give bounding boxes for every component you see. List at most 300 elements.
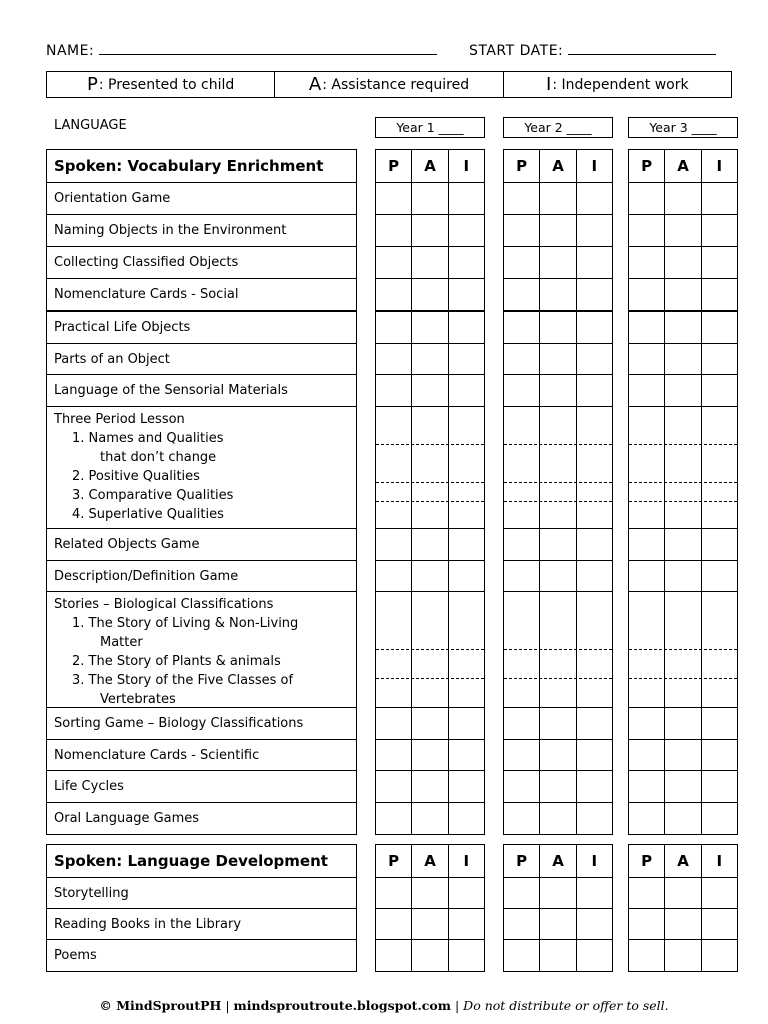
checkbox-cell[interactable] [577, 483, 612, 501]
checkbox-cell[interactable] [376, 407, 412, 444]
checkbox-cell[interactable] [540, 375, 576, 406]
checkbox-cell[interactable] [376, 183, 412, 214]
checkbox-cell[interactable] [504, 445, 540, 482]
checkbox-row [376, 909, 484, 940]
checkbox-cell[interactable] [629, 803, 665, 834]
name-label: NAME: [46, 43, 95, 59]
legend-i-text: : Independent work [552, 76, 689, 93]
dev-grid-year-2 [503, 844, 613, 972]
list-item [47, 878, 356, 909]
checkbox-cell[interactable] [540, 740, 576, 770]
checkbox-cell[interactable] [376, 312, 412, 343]
checkbox-cell[interactable] [412, 529, 448, 560]
checkbox-cell[interactable] [504, 650, 540, 678]
checkbox-cell[interactable] [702, 909, 737, 939]
checkbox-cell[interactable] [577, 803, 612, 834]
checkbox-cell[interactable] [449, 183, 484, 214]
pai-header-row [376, 150, 484, 183]
checkbox-cell[interactable] [449, 407, 484, 444]
checkbox-cell[interactable] [504, 183, 540, 214]
checkbox-cell[interactable] [629, 183, 665, 214]
checkbox-cell[interactable] [702, 529, 737, 560]
checkbox-cell[interactable] [577, 183, 612, 214]
checkbox-cell[interactable] [376, 803, 412, 834]
checkbox-cell[interactable] [665, 215, 701, 246]
footer-site: mindsproutroute.blogspot.com [233, 998, 451, 1013]
checkbox-cell[interactable] [540, 708, 576, 739]
checkbox-cell[interactable] [540, 445, 576, 482]
checkbox-cell[interactable] [577, 878, 612, 908]
checkbox-cell[interactable] [702, 650, 737, 678]
checkbox-cell[interactable] [449, 502, 484, 528]
checkbox-cell[interactable] [540, 592, 576, 649]
checkbox-cell[interactable] [449, 215, 484, 246]
checkbox-cell[interactable] [449, 679, 484, 707]
checkbox-cell[interactable] [702, 502, 737, 528]
checkbox-row [504, 502, 612, 529]
checkbox-cell[interactable] [504, 344, 540, 374]
checkbox-cell[interactable] [665, 592, 701, 649]
checkbox-cell[interactable] [702, 279, 737, 310]
checkbox-cell[interactable] [665, 740, 701, 770]
name-line[interactable] [99, 40, 437, 55]
checkbox-row [504, 940, 612, 971]
checkbox-row [376, 878, 484, 909]
checkbox-row [504, 312, 612, 344]
start-date-label: START DATE: [469, 43, 564, 59]
checkbox-row [504, 445, 612, 483]
checkbox-cell[interactable] [412, 650, 448, 678]
checkbox-cell[interactable] [412, 215, 448, 246]
checkbox-cell[interactable] [449, 708, 484, 739]
checkbox-row [376, 215, 484, 247]
checkbox-cell[interactable] [702, 771, 737, 802]
checkbox-cell[interactable] [504, 375, 540, 406]
checkbox-cell[interactable] [577, 312, 612, 343]
pai-header-i: I [591, 157, 598, 175]
checkbox-cell[interactable] [376, 909, 412, 939]
list-item [47, 183, 356, 215]
legend-p-text: : Presented to child [98, 76, 235, 93]
checkbox-cell[interactable] [665, 183, 701, 214]
checkbox-cell[interactable] [629, 771, 665, 802]
checkbox-cell[interactable] [702, 407, 737, 444]
checkbox-cell[interactable] [412, 502, 448, 528]
pai-header-i: I [591, 852, 598, 870]
checkbox-cell[interactable] [629, 279, 665, 310]
checkbox-cell[interactable] [629, 375, 665, 406]
checkbox-cell[interactable] [629, 247, 665, 278]
item-label: Practical Life Objects [54, 320, 191, 335]
checkbox-cell[interactable] [629, 312, 665, 343]
checkbox-cell[interactable] [629, 650, 665, 678]
checkbox-cell[interactable] [665, 375, 701, 406]
checkbox-cell[interactable] [665, 502, 701, 528]
checkbox-cell[interactable] [412, 483, 448, 501]
checkbox-cell[interactable] [412, 312, 448, 343]
checkbox-cell[interactable] [540, 909, 576, 939]
checkbox-cell[interactable] [702, 679, 737, 707]
checkbox-cell[interactable] [665, 909, 701, 939]
checkbox-row [629, 445, 737, 483]
checkbox-cell[interactable] [449, 344, 484, 374]
checkbox-cell[interactable] [577, 771, 612, 802]
checkbox-cell[interactable] [504, 740, 540, 770]
checkbox-cell[interactable] [577, 247, 612, 278]
footer-notice: Do not distribute or offer to sell. [463, 998, 669, 1013]
checkbox-cell[interactable] [376, 878, 412, 908]
year-1-box[interactable]: Year 1 ____ [375, 117, 485, 138]
checkbox-cell[interactable] [504, 502, 540, 528]
checkbox-cell[interactable] [665, 561, 701, 591]
checkbox-row [376, 344, 484, 375]
checkbox-cell[interactable] [504, 803, 540, 834]
checkbox-cell[interactable] [665, 279, 701, 310]
checkbox-cell[interactable] [376, 344, 412, 374]
start-date-field [469, 40, 716, 59]
year-2-box[interactable]: Year 2 ____ [503, 117, 613, 138]
pai-header-row [504, 150, 612, 183]
checkbox-cell[interactable] [540, 650, 576, 678]
sub-item: that don’t change [100, 450, 217, 465]
checkbox-cell[interactable] [504, 940, 540, 971]
checkbox-row [504, 803, 612, 834]
checkbox-row [504, 909, 612, 940]
pai-header-i: I [463, 852, 470, 870]
checkbox-row [504, 407, 612, 445]
checkbox-row [504, 375, 612, 407]
checkbox-cell[interactable] [702, 215, 737, 246]
checkbox-cell[interactable] [449, 878, 484, 908]
checkbox-cell[interactable] [504, 483, 540, 501]
checkbox-cell[interactable] [540, 183, 576, 214]
checkbox-cell[interactable] [665, 708, 701, 739]
checkbox-cell[interactable] [412, 247, 448, 278]
checkbox-cell[interactable] [629, 483, 665, 501]
checkbox-cell[interactable] [665, 529, 701, 560]
list-item [47, 592, 356, 708]
checkbox-cell[interactable] [449, 529, 484, 560]
checkbox-cell[interactable] [629, 344, 665, 374]
item-label: Naming Objects in the Environment [54, 223, 287, 238]
pai-header-a: A [540, 845, 576, 877]
checkbox-cell[interactable] [702, 878, 737, 908]
checkbox-cell[interactable] [376, 483, 412, 501]
checkbox-cell[interactable] [629, 529, 665, 560]
checkbox-cell[interactable] [376, 279, 412, 310]
checkbox-cell[interactable] [504, 529, 540, 560]
checkbox-cell[interactable] [665, 483, 701, 501]
checkbox-cell[interactable] [412, 375, 448, 406]
pai-header-row [376, 845, 484, 878]
checkbox-cell[interactable] [540, 407, 576, 444]
checkbox-row [376, 708, 484, 740]
checkbox-cell[interactable] [376, 679, 412, 707]
checkbox-cell[interactable] [504, 561, 540, 591]
checkbox-cell[interactable] [412, 279, 448, 310]
checkbox-cell[interactable] [412, 909, 448, 939]
checkbox-cell[interactable] [376, 708, 412, 739]
checkbox-cell[interactable] [376, 375, 412, 406]
checkbox-cell[interactable] [449, 445, 484, 482]
checkbox-cell[interactable] [577, 708, 612, 739]
checkbox-cell[interactable] [702, 592, 737, 649]
legend-box [46, 71, 732, 98]
checkbox-row [376, 502, 484, 529]
checkbox-row [376, 279, 484, 312]
checkbox-cell[interactable] [376, 445, 412, 482]
checkbox-row [376, 483, 484, 502]
checkbox-cell[interactable] [665, 247, 701, 278]
checkbox-cell[interactable] [449, 803, 484, 834]
checkbox-cell[interactable] [702, 483, 737, 501]
checkbox-cell[interactable] [577, 561, 612, 591]
checkbox-row [629, 708, 737, 740]
checkbox-row [629, 407, 737, 445]
checkbox-cell[interactable] [540, 771, 576, 802]
checkbox-cell[interactable] [577, 940, 612, 971]
checkbox-cell[interactable] [665, 803, 701, 834]
checkbox-cell[interactable] [540, 529, 576, 560]
checkbox-row [629, 529, 737, 561]
checkbox-cell[interactable] [376, 650, 412, 678]
checkbox-cell[interactable] [702, 312, 737, 343]
checkbox-cell[interactable] [449, 279, 484, 310]
checkbox-cell[interactable] [540, 344, 576, 374]
checkbox-cell[interactable] [376, 771, 412, 802]
checkbox-cell[interactable] [412, 183, 448, 214]
checkbox-cell[interactable] [540, 502, 576, 528]
checkbox-cell[interactable] [540, 679, 576, 707]
dev-title: Spoken: Language Development [54, 852, 328, 870]
checkbox-cell[interactable] [702, 247, 737, 278]
checkbox-cell[interactable] [412, 344, 448, 374]
checkbox-cell[interactable] [665, 445, 701, 482]
checkbox-cell[interactable] [577, 740, 612, 770]
checkbox-cell[interactable] [504, 708, 540, 739]
checkbox-cell[interactable] [665, 312, 701, 343]
checkbox-cell[interactable] [412, 803, 448, 834]
checkbox-cell[interactable] [665, 650, 701, 678]
checkbox-cell[interactable] [504, 909, 540, 939]
checkbox-row [376, 561, 484, 592]
checkbox-cell[interactable] [577, 279, 612, 310]
checkbox-cell[interactable] [665, 771, 701, 802]
checkbox-row [504, 183, 612, 215]
checkbox-cell[interactable] [412, 740, 448, 770]
checkbox-cell[interactable] [504, 312, 540, 343]
checkbox-cell[interactable] [376, 215, 412, 246]
checkbox-cell[interactable] [449, 247, 484, 278]
legend-i [504, 72, 731, 97]
pai-header-i: I [716, 157, 723, 175]
checkbox-cell[interactable] [577, 445, 612, 482]
checkbox-cell[interactable] [376, 592, 412, 649]
vocab-grid-year-3 [628, 149, 738, 835]
checkbox-cell[interactable] [540, 215, 576, 246]
pai-header-a: A [540, 150, 576, 182]
item-label: Language of the Sensorial Materials [54, 383, 288, 398]
checkbox-row [376, 445, 484, 483]
checkbox-row [504, 529, 612, 561]
checkbox-cell[interactable] [504, 878, 540, 908]
checkbox-cell[interactable] [449, 940, 484, 971]
checkbox-cell[interactable] [449, 312, 484, 343]
checkbox-cell[interactable] [412, 445, 448, 482]
checkbox-cell[interactable] [577, 679, 612, 707]
checkbox-cell[interactable] [504, 215, 540, 246]
checkbox-cell[interactable] [504, 279, 540, 310]
legend-a-letter: A [308, 74, 322, 95]
checkbox-cell[interactable] [412, 561, 448, 591]
item-label: Parts of an Object [54, 351, 170, 367]
checkbox-cell[interactable] [702, 940, 737, 971]
checkbox-row [376, 740, 484, 771]
checkbox-cell[interactable] [577, 344, 612, 374]
checkbox-cell[interactable] [577, 529, 612, 560]
checkbox-cell[interactable] [629, 407, 665, 444]
checkbox-cell[interactable] [540, 279, 576, 310]
checkbox-cell[interactable] [449, 740, 484, 770]
pai-header-a: A [412, 845, 448, 877]
sub-item: 1. The Story of Living & Non-Living [72, 616, 299, 631]
checkbox-cell[interactable] [577, 909, 612, 939]
checkbox-cell[interactable] [504, 407, 540, 444]
checkbox-cell[interactable] [577, 650, 612, 678]
item-label: Oral Language Games [54, 811, 200, 826]
checkbox-cell[interactable] [629, 561, 665, 591]
checkbox-cell[interactable] [629, 909, 665, 939]
pai-header-p: P [376, 150, 412, 182]
vocab-table [46, 149, 357, 835]
sub-item: 2. Positive Qualities [72, 469, 200, 484]
checkbox-cell[interactable] [702, 183, 737, 214]
checkbox-row [376, 803, 484, 834]
checkbox-cell[interactable] [702, 708, 737, 739]
checkbox-cell[interactable] [702, 344, 737, 374]
checkbox-row [629, 771, 737, 803]
checkbox-cell[interactable] [412, 878, 448, 908]
checkbox-cell[interactable] [577, 407, 612, 444]
checkbox-cell[interactable] [376, 740, 412, 770]
checkbox-cell[interactable] [412, 940, 448, 971]
checkbox-cell[interactable] [504, 247, 540, 278]
checkbox-row [629, 940, 737, 971]
checkbox-cell[interactable] [629, 740, 665, 770]
legend-i-letter: I [546, 74, 552, 95]
checkbox-cell[interactable] [376, 940, 412, 971]
vocab-title: Spoken: Vocabulary Enrichment [54, 157, 324, 175]
item-label: Orientation Game [54, 191, 171, 206]
item-label: Nomenclature Cards - Scientific [54, 747, 260, 763]
checkbox-row [629, 279, 737, 312]
item-label: Description/Definition Game [54, 568, 239, 584]
checkbox-cell[interactable] [449, 771, 484, 802]
pai-header-a: A [665, 150, 701, 182]
list-item [47, 771, 356, 803]
item-label: Stories – Biological Classifications [54, 597, 274, 612]
checkbox-cell[interactable] [540, 940, 576, 971]
checkbox-cell[interactable] [504, 679, 540, 707]
checkbox-cell[interactable] [702, 561, 737, 591]
year-3-box[interactable]: Year 3 ____ [628, 117, 738, 138]
pai-header-p: P [629, 150, 665, 182]
checkbox-cell[interactable] [629, 215, 665, 246]
checkbox-cell[interactable] [540, 247, 576, 278]
checkbox-cell[interactable] [665, 878, 701, 908]
checkbox-cell[interactable] [449, 561, 484, 591]
checkbox-row [629, 909, 737, 940]
checkbox-cell[interactable] [665, 344, 701, 374]
checkbox-cell[interactable] [504, 592, 540, 649]
checkbox-cell[interactable] [629, 502, 665, 528]
list-item [47, 803, 356, 834]
checkbox-cell[interactable] [665, 407, 701, 444]
checkbox-cell[interactable] [629, 878, 665, 908]
checkbox-cell[interactable] [629, 708, 665, 739]
checkbox-cell[interactable] [449, 483, 484, 501]
checkbox-cell[interactable] [540, 561, 576, 591]
checkbox-cell[interactable] [629, 679, 665, 707]
pai-header-row [629, 845, 737, 878]
checkbox-cell[interactable] [412, 771, 448, 802]
checkbox-cell[interactable] [577, 375, 612, 406]
checkbox-cell[interactable] [412, 592, 448, 649]
checkbox-cell[interactable] [540, 803, 576, 834]
legend-p [47, 72, 275, 97]
checkbox-cell[interactable] [449, 650, 484, 678]
checkbox-row [504, 279, 612, 312]
checkbox-cell[interactable] [629, 940, 665, 971]
checkbox-cell[interactable] [504, 771, 540, 802]
list-item [47, 375, 356, 407]
checkbox-cell[interactable] [665, 679, 701, 707]
item-label: Collecting Classified Objects [54, 255, 239, 270]
name-field [46, 40, 437, 59]
checkbox-cell[interactable] [629, 445, 665, 482]
checkbox-cell[interactable] [376, 561, 412, 591]
checkbox-cell[interactable] [629, 592, 665, 649]
checkbox-cell[interactable] [540, 312, 576, 343]
checkbox-cell[interactable] [702, 375, 737, 406]
checkbox-cell[interactable] [412, 679, 448, 707]
checkbox-cell[interactable] [702, 740, 737, 770]
checkbox-cell[interactable] [665, 940, 701, 971]
checkbox-row [629, 592, 737, 650]
checkbox-cell[interactable] [577, 592, 612, 649]
checkbox-cell[interactable] [702, 803, 737, 834]
checkbox-cell[interactable] [412, 407, 448, 444]
sub-item: 4. Superlative Qualities [72, 507, 224, 522]
item-label: Life Cycles [54, 779, 124, 794]
checkbox-cell[interactable] [702, 445, 737, 482]
checkbox-cell[interactable] [449, 909, 484, 939]
sub-item: Matter [100, 635, 143, 650]
start-date-line[interactable] [568, 40, 716, 55]
checkbox-cell[interactable] [449, 592, 484, 649]
checkbox-cell[interactable] [540, 483, 576, 501]
checkbox-cell[interactable] [376, 502, 412, 528]
checkbox-cell[interactable] [577, 502, 612, 528]
checkbox-cell[interactable] [449, 375, 484, 406]
pai-header-a: A [665, 845, 701, 877]
checkbox-cell[interactable] [577, 215, 612, 246]
checkbox-cell[interactable] [376, 529, 412, 560]
checkbox-cell[interactable] [376, 247, 412, 278]
checkbox-cell[interactable] [412, 708, 448, 739]
checkbox-cell[interactable] [540, 878, 576, 908]
list-item [47, 940, 356, 971]
